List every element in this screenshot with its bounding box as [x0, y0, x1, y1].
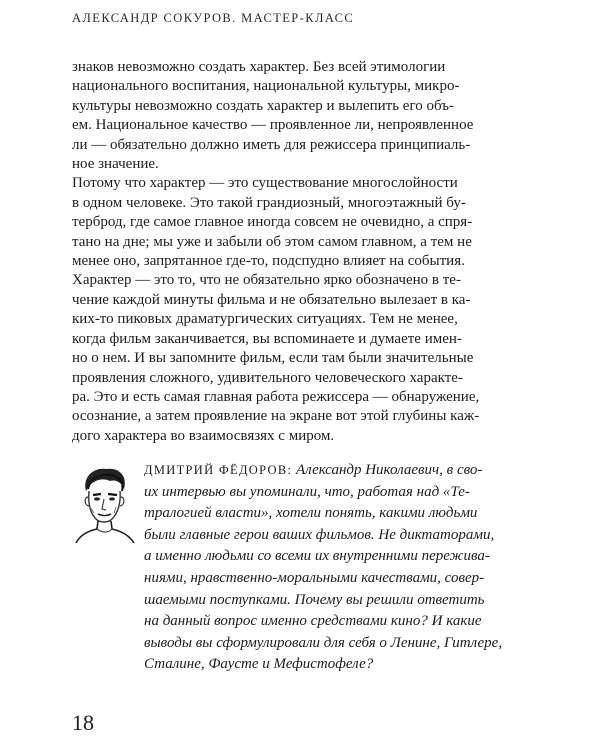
text-line: культуры невозможно создать характер и вылепить его объ- [72, 97, 455, 114]
question-line: Сталине, Фаусте и Мефистофеле? [144, 656, 374, 673]
page-number: 18 [72, 710, 94, 735]
text-line: терброд, где самое главное иногда совсем не очевидно, а спря- [72, 214, 473, 231]
question-text: Александр Николаевич, в сво- [296, 462, 483, 478]
text-line: ра. Это и есть самая главная работа режиссера — обнаружение, [72, 388, 480, 405]
text-line: знаков невозможно создать характер. Без всей этимологии [72, 59, 446, 75]
interview-question [144, 460, 556, 676]
running-head: АЛЕКСАНДР СОКУРОВ. МАСТЕР-КЛАСС [72, 11, 355, 25]
text-line: ли — обязательно должно иметь для режиссера принципиаль- [72, 136, 471, 153]
text-line: Характер — это то, что не обязательно ярко обозначено в те- [72, 272, 461, 289]
text-line: дого характера во взаимосвязях с миром. [72, 427, 335, 444]
speaker-portrait-sketch [72, 463, 136, 543]
speaker-name: ДМИТРИЙ ФЁДОРОВ: [144, 463, 293, 477]
question-line: шаемыми поступками. Почему вы решили ответить [144, 591, 485, 608]
text-line: тано на дне; мы уже и забыли об этом самом главном, а тем не [72, 233, 472, 250]
text-line: национального воспитания, национальной культуры, микро- [72, 78, 460, 95]
text-line: Потому что характер — это существование многослойности [72, 175, 458, 192]
question-line: тралогией власти», хотели понять, какими людьми [144, 505, 478, 522]
text-line: осознание, а затем проявление на экране вот этой глубины каж- [72, 408, 480, 425]
text-line: когда фильм заканчивается, вы вспоминаете и думаете имен- [72, 330, 462, 347]
text-line: проявления сложного, удивительного человеческого характе- [72, 369, 463, 386]
question-line: выводы вы сформулировали для себя о Ленине, Гитлере, [144, 634, 503, 651]
question-line: на данный вопрос именно средствами кино? И какие [144, 613, 482, 630]
question-line [144, 460, 556, 482]
text-line: чение каждой минуты фильма и не обязательно вылезает в ка- [72, 291, 471, 308]
main-text-block [72, 58, 552, 446]
question-line: ниями, нравственно-моральными качествами, совер- [144, 569, 485, 586]
text-line: ем. Национальное качество — проявленное ли, непроявленное [72, 117, 474, 134]
question-line: их интервью вы упоминали, что, работая над «Те- [144, 483, 470, 500]
question-line: а именно людьми со всеми их внутренними пережива- [144, 548, 490, 565]
text-line: но о нем. И вы запомните фильм, если там были значительные [72, 350, 474, 367]
text-line: ное значение. [72, 156, 159, 173]
text-line: в одном человеке. Это такой грандиозный, многоэтажный бу- [72, 194, 466, 211]
text-line: менее оно, запрятанное где-то, подспудно влияет на события. [72, 253, 465, 270]
text-line: ких-то пиковых драматургических ситуациях. Тем не менее, [72, 311, 458, 328]
speaker-portrait [72, 463, 136, 543]
question-line: были главные герои ваших фильмов. Не диктаторами, [144, 526, 495, 543]
